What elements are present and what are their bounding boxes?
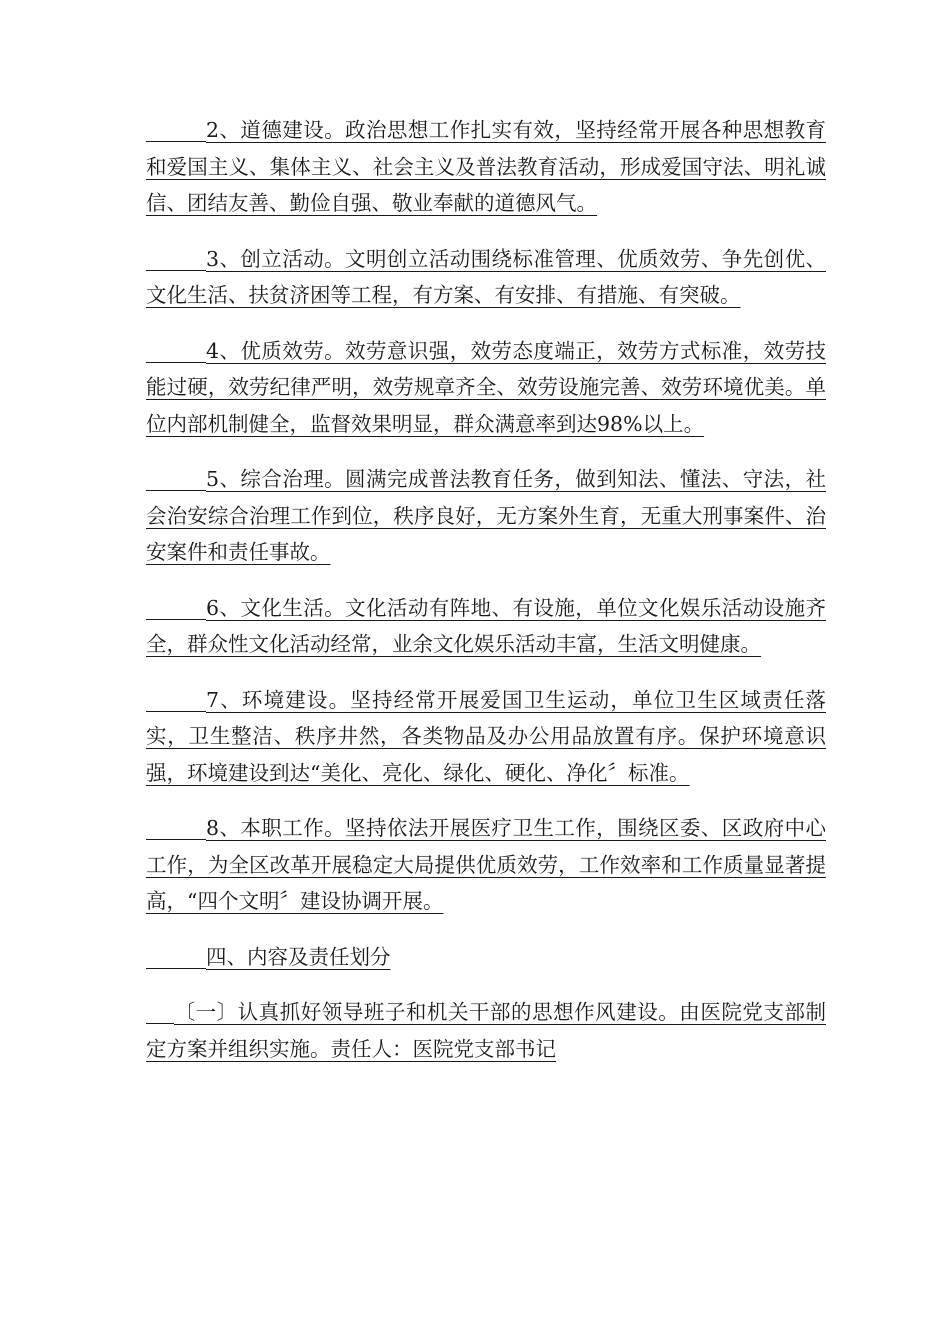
paragraph-text: 6、文化生活。文化活动有阵地、有设施，单位文化娱乐活动设施齐全，群众性文化活动经常，业余文化娱乐活动丰富，生活文明健康。 (146, 595, 826, 656)
section-heading (146, 939, 826, 976)
indent-underline (146, 361, 206, 363)
indent-underline (146, 838, 206, 840)
paragraph-moral-construction (146, 112, 826, 222)
section-heading-text: 四、内容及责任划分 (206, 944, 391, 969)
list-item-text: 〔一〕认真抓好领导班子和机关干部的思想作风建设。由医院党支部制定方案并组织实施。责任人：医院党支部书记 (146, 1000, 826, 1061)
paragraph-text: 2、道德建设。政治思想工作扎实有效，坚持经常开展各种思想教育和爱国主义、集体主义、社会主义及普法教育活动，形成爱国守法、明礼诚信、团结友善、勤俭自强、敬业奉献的道德风气。 (146, 118, 826, 215)
paragraph-core-work (146, 810, 826, 920)
indent-underline (146, 1022, 174, 1024)
paragraph-comprehensive-governance (146, 461, 826, 571)
indent-underline (146, 140, 206, 142)
indent-underline (146, 489, 206, 491)
paragraph-quality-service (146, 333, 826, 443)
indent-underline (146, 710, 206, 712)
indent-underline (146, 269, 206, 271)
indent-underline (146, 618, 206, 620)
paragraph-creation-activities (146, 241, 826, 314)
paragraph-cultural-life (146, 590, 826, 663)
paragraph-text: 8、本职工作。坚持依法开展医疗卫生工作，围绕区委、区政府中心工作，为全区改革开展稳定大局提供优质效劳，工作效率和工作质量显著提高，“四个文明〞建设协调开展。 (146, 816, 826, 913)
document-body (146, 112, 826, 1086)
indent-underline (146, 967, 206, 969)
paragraph-text: 4、优质效劳。效劳意识强，效劳态度端正，效劳方式标准，效劳技能过硬，效劳纪律严明，效劳规章齐全、效劳设施完善、效劳环境优美。单位内部机制健全，监督效果明显，群众满意率到达98%以上。 (146, 338, 826, 436)
list-item (146, 994, 826, 1067)
paragraph-text: 3、创立活动。文明创立活动围绕标准管理、优质效劳、争先创优、文化生活、扶贫济困等工程，有方案、有安排、有措施、有突破。 (146, 246, 826, 307)
paragraph-text: 5、综合治理。圆满完成普法教育任务，做到知法、懂法、守法，社会治安综合治理工作到位，秩序良好，无方案外生育，无重大刑事案件、治安案件和责任事故。 (146, 467, 826, 564)
paragraph-text: 7、环境建设。坚持经常开展爱国卫生运动，单位卫生区域责任落实，卫生整洁、秩序井然，各类物品及办公用品放置有序。保护环境意识强，环境建设到达“美化、亮化、绿化、硬化、净化〞标准。 (146, 687, 826, 785)
paragraph-environment-construction (146, 682, 826, 792)
